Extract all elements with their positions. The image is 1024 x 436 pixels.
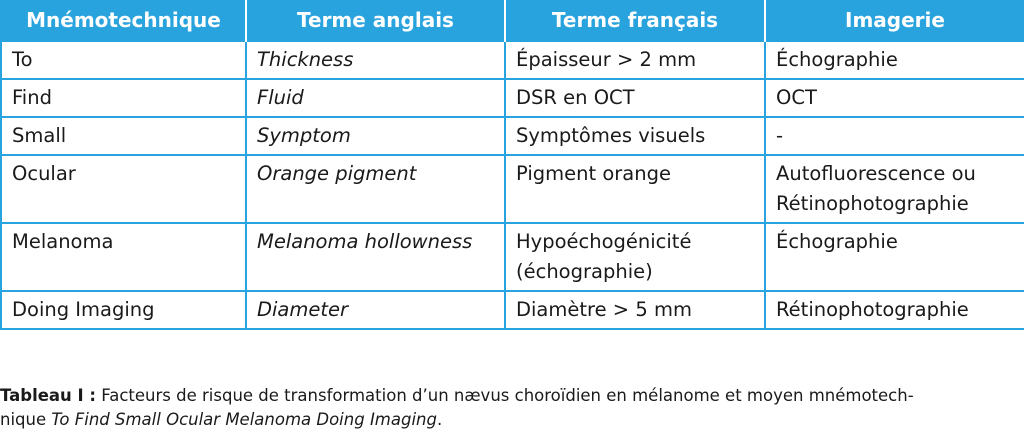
- cell-imaging: [765, 155, 1024, 223]
- caption-period: .: [436, 410, 443, 429]
- caption-text: Facteurs de risque de transformation d’un nævus choroïdien en mélanome et moyen mnémotech-: [96, 386, 914, 405]
- cell-french-term: [505, 223, 765, 291]
- cell-mnemonic: Doing Imaging: [1, 291, 246, 329]
- cell-mnemonic: Ocular: [1, 155, 246, 223]
- cell-english-term: Orange pigment: [246, 155, 505, 223]
- table-row: [1, 155, 1024, 223]
- cell-english-term: Fluid: [246, 79, 505, 117]
- cell-french-term: [505, 117, 765, 155]
- cell-line: Hypoéchogénicité: [516, 230, 692, 253]
- table-row: [1, 41, 1024, 79]
- table-row: [1, 291, 1024, 329]
- header-imaging: Imagerie: [765, 0, 1024, 41]
- cell-imaging: [765, 117, 1024, 155]
- cell-imaging: [765, 291, 1024, 329]
- cell-french-term: [505, 41, 765, 79]
- cell-imaging: [765, 41, 1024, 79]
- cell-imaging: [765, 223, 1024, 291]
- cell-line: Symptômes visuels: [516, 124, 706, 147]
- cell-line: Échographie: [776, 48, 898, 71]
- caption-mnemonic: To Find Small Ocular Melanoma Doing Imaging: [51, 410, 437, 429]
- cell-mnemonic: Melanoma: [1, 223, 246, 291]
- cell-line: Pigment orange: [516, 162, 671, 185]
- table-row: [1, 223, 1024, 291]
- cell-line: Rétinophotographie: [776, 298, 969, 321]
- cell-line: DSR en OCT: [516, 86, 635, 109]
- caption-text-continued: nique: [0, 410, 52, 429]
- table-header-row: [1, 0, 1024, 41]
- cell-line: Autofluorescence ou: [776, 162, 976, 185]
- header-mnemonic: Mnémotechnique: [1, 0, 246, 41]
- cell-line: (échographie): [516, 260, 653, 283]
- cell-english-term: Melanoma hollowness: [246, 223, 505, 291]
- cell-french-term: [505, 79, 765, 117]
- table-row: [1, 79, 1024, 117]
- cell-line: Rétinophotographie: [776, 192, 969, 215]
- cell-line: Diamètre > 5 mm: [516, 298, 692, 321]
- cell-english-term: Symptom: [246, 117, 505, 155]
- cell-line: -: [776, 124, 784, 147]
- table-caption: [0, 384, 1024, 432]
- cell-line: Échographie: [776, 230, 898, 253]
- cell-english-term: Thickness: [246, 41, 505, 79]
- caption-label: Tableau I :: [0, 386, 97, 405]
- header-english-term: Terme anglais: [246, 0, 505, 41]
- cell-french-term: [505, 291, 765, 329]
- cell-mnemonic: Small: [1, 117, 246, 155]
- cell-french-term: [505, 155, 765, 223]
- table-row: [1, 117, 1024, 155]
- cell-english-term: Diameter: [246, 291, 505, 329]
- cell-mnemonic: Find: [1, 79, 246, 117]
- cell-imaging: [765, 79, 1024, 117]
- cell-mnemonic: To: [1, 41, 246, 79]
- cell-line: Épaisseur > 2 mm: [516, 48, 697, 71]
- cell-line: OCT: [776, 86, 817, 109]
- header-french-term: Terme français: [505, 0, 765, 41]
